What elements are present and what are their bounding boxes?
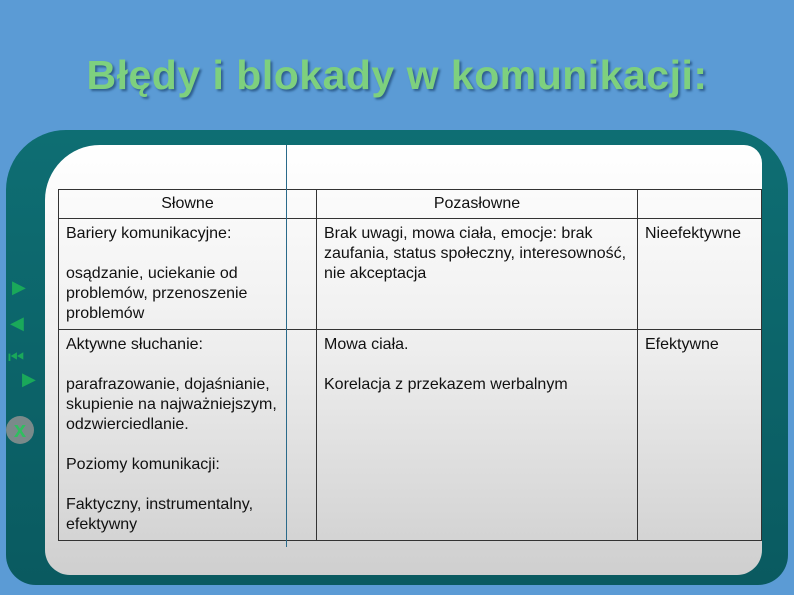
- table-cell: [638, 219, 762, 330]
- spacer: [66, 244, 309, 264]
- play-forward-icon[interactable]: ▶: [12, 277, 26, 297]
- cell-text: Korelacja z przekazem werbalnym: [324, 376, 568, 393]
- cell-status: Efektywne: [645, 336, 719, 353]
- cell-heading: Bariery komunikacyjne:: [66, 225, 232, 242]
- table-cell: [59, 219, 317, 330]
- table-cell: [59, 330, 317, 541]
- spacer: [66, 435, 309, 455]
- vertical-guide-line: [286, 145, 287, 547]
- table-row: [59, 219, 762, 330]
- go-last-icon[interactable]: ▶: [22, 369, 36, 389]
- spacer: [66, 355, 309, 375]
- content-table: [58, 189, 762, 541]
- play-back-icon[interactable]: ◀: [10, 313, 24, 333]
- spacer: [66, 475, 309, 495]
- table-cell: [638, 330, 762, 541]
- cell-text: Brak uwagi, mowa ciała, emocje: brak zaufania, status społeczny, interesowność, nie akceptacja: [324, 225, 627, 282]
- header-cell-verbal: Słowne: [59, 190, 317, 219]
- slide-navigation: [4, 278, 44, 448]
- close-icon[interactable]: x: [6, 416, 34, 444]
- table-row: [59, 330, 762, 541]
- slide-title: Błędy i blokady w komunikacji:: [86, 52, 708, 98]
- cell-heading: Mowa ciała.: [324, 336, 409, 353]
- spacer: [324, 355, 630, 375]
- cell-heading: Aktywne słuchanie:: [66, 336, 203, 353]
- header-cell-nonverbal: Pozasłowne: [317, 190, 638, 219]
- table-cell: [317, 330, 638, 541]
- cell-text: osądzanie, uciekanie od problemów, przenoszenie problemów: [66, 265, 248, 322]
- cell-status: Nieefektywne: [645, 225, 742, 242]
- header-cell-empty: [638, 190, 762, 219]
- cell-text: parafrazowanie, dojaśnianie, skupienie na najważniejszym, odzwierciedlanie.: [66, 376, 277, 433]
- cell-heading: Poziomy komunikacji:: [66, 456, 220, 473]
- table-cell: [317, 219, 638, 330]
- cell-text: Faktyczny, instrumentalny, efektywny: [66, 496, 254, 533]
- go-first-icon[interactable]: ⏮: [8, 347, 25, 367]
- table-header-row: [59, 190, 762, 219]
